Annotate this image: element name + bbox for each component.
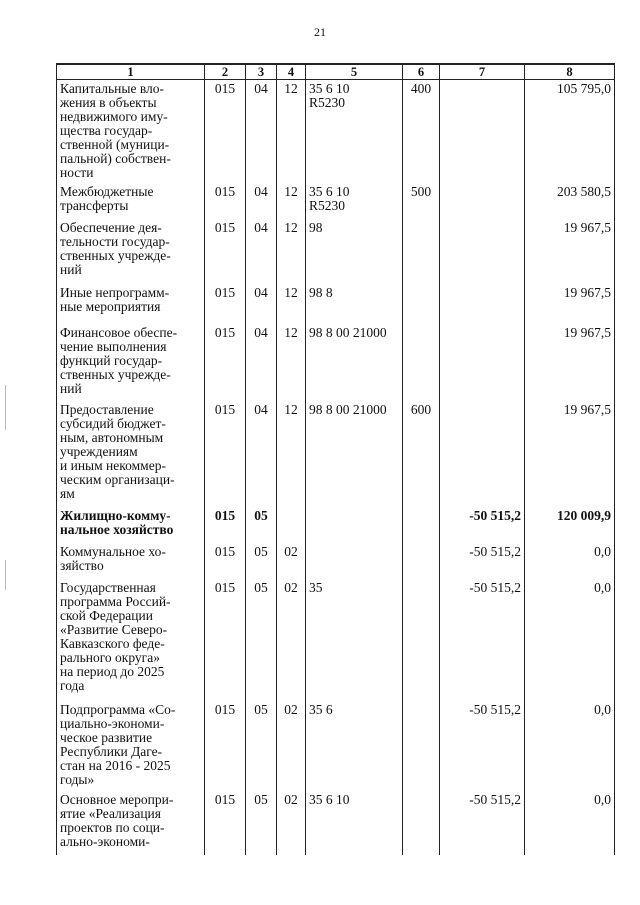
row-name: Подпрограмма «Со- циально-экономи- ческое развитие Республики Даге- стан на 2016 - 2025 годы» [57, 701, 205, 791]
row-section-code: 05 [246, 507, 277, 543]
row-change-amount: -50 515,2 [440, 791, 525, 855]
table-row [57, 791, 615, 855]
row-change-amount [440, 183, 525, 219]
row-name: Жилищно-комму- нальное хозяйство [57, 507, 205, 543]
row-change-amount [440, 80, 525, 183]
row-name: Иные непрограмм- ные мероприятия [57, 284, 205, 324]
row-total-amount: 120 009,9 [525, 507, 615, 543]
row-target-code: 35 6 10 R5230 [306, 80, 403, 183]
row-change-amount: -50 515,2 [440, 701, 525, 791]
table-row [57, 401, 615, 507]
row-name: Коммунальное хо- зяйство [57, 543, 205, 579]
row-target-code: 35 6 [306, 701, 403, 791]
row-ministry-code: 015 [205, 183, 246, 219]
row-name: Основное меропри- ятие «Реализация проектов по соци- ально-экономи- [57, 791, 205, 855]
row-subsection-code: 02 [277, 791, 306, 855]
row-expense-type [403, 543, 440, 579]
row-subsection-code: 12 [277, 183, 306, 219]
row-expense-type [403, 579, 440, 701]
row-target-code: 98 8 00 21000 [306, 324, 403, 401]
row-change-amount: -50 515,2 [440, 507, 525, 543]
table-row [57, 80, 615, 183]
table-row [57, 507, 615, 543]
table-row [57, 284, 615, 324]
row-target-code [306, 543, 403, 579]
row-total-amount: 19 967,5 [525, 219, 615, 284]
row-change-amount [440, 324, 525, 401]
column-header-1: 1 [57, 64, 205, 80]
row-expense-type: 400 [403, 80, 440, 183]
row-total-amount: 105 795,0 [525, 80, 615, 183]
row-expense-type: 600 [403, 401, 440, 507]
row-subsection-code: 12 [277, 324, 306, 401]
row-target-code: 98 8 [306, 284, 403, 324]
column-header-4: 4 [277, 64, 306, 80]
row-target-code: 98 [306, 219, 403, 284]
row-subsection-code: 02 [277, 579, 306, 701]
column-header-7: 7 [440, 64, 525, 80]
row-total-amount: 203 580,5 [525, 183, 615, 219]
row-subsection-code: 02 [277, 701, 306, 791]
row-expense-type [403, 701, 440, 791]
row-section-code: 05 [246, 579, 277, 701]
row-total-amount: 19 967,5 [525, 284, 615, 324]
row-name: Предоставление субсидий бюджет- ным, автономным учреждениям и иным некоммер- ческим организаци- ям [57, 401, 205, 507]
table-row [57, 701, 615, 791]
row-total-amount: 0,0 [525, 579, 615, 701]
row-change-amount: -50 515,2 [440, 579, 525, 701]
row-ministry-code: 015 [205, 543, 246, 579]
row-ministry-code: 015 [205, 324, 246, 401]
row-section-code: 05 [246, 701, 277, 791]
row-name: Государственная программа Россий- ской Федерации «Развитие Северо- Кавказского феде- рального округа» на период до 2025 года [57, 579, 205, 701]
row-target-code: 98 8 00 21000 [306, 401, 403, 507]
row-expense-type [403, 791, 440, 855]
column-header-2: 2 [205, 64, 246, 80]
row-section-code: 05 [246, 791, 277, 855]
table-body [57, 80, 615, 855]
row-name: Финансовое обеспе- чение выполнения функций государ- ственных учрежде- ний [57, 324, 205, 401]
column-header-3: 3 [246, 64, 277, 80]
column-header-5: 5 [306, 64, 403, 80]
row-ministry-code: 015 [205, 219, 246, 284]
budget-table [56, 63, 615, 855]
row-ministry-code: 015 [205, 791, 246, 855]
row-ministry-code: 015 [205, 401, 246, 507]
column-header-6: 6 [403, 64, 440, 80]
row-expense-type: 500 [403, 183, 440, 219]
row-name: Капитальные вло- жения в объекты недвижимого иму- щества государ- ственной (муници- пальной) собствен- ности [57, 80, 205, 183]
row-target-code [306, 507, 403, 543]
row-name: Межбюджетные трансферты [57, 183, 205, 219]
row-section-code: 04 [246, 80, 277, 183]
table-row [57, 183, 615, 219]
row-section-code: 04 [246, 284, 277, 324]
row-change-amount [440, 219, 525, 284]
row-subsection-code [277, 507, 306, 543]
table-row [57, 579, 615, 701]
row-section-code: 04 [246, 219, 277, 284]
row-change-amount [440, 401, 525, 507]
row-section-code: 04 [246, 183, 277, 219]
row-section-code: 04 [246, 401, 277, 507]
row-total-amount: 0,0 [525, 701, 615, 791]
row-ministry-code: 015 [205, 507, 246, 543]
scan-edge-mark [5, 560, 6, 590]
header-row [57, 64, 615, 80]
table-row [57, 543, 615, 579]
row-total-amount: 19 967,5 [525, 401, 615, 507]
row-total-amount: 19 967,5 [525, 324, 615, 401]
page-number: 21 [314, 25, 326, 39]
row-change-amount [440, 284, 525, 324]
row-section-code: 05 [246, 543, 277, 579]
row-subsection-code: 02 [277, 543, 306, 579]
row-section-code: 04 [246, 324, 277, 401]
row-total-amount: 0,0 [525, 543, 615, 579]
row-target-code: 35 [306, 579, 403, 701]
row-subsection-code: 12 [277, 284, 306, 324]
table-row [57, 324, 615, 401]
row-subsection-code: 12 [277, 219, 306, 284]
row-expense-type [403, 284, 440, 324]
row-expense-type [403, 507, 440, 543]
row-ministry-code: 015 [205, 284, 246, 324]
row-ministry-code: 015 [205, 80, 246, 183]
row-target-code: 35 6 10 [306, 791, 403, 855]
row-ministry-code: 015 [205, 579, 246, 701]
row-total-amount: 0,0 [525, 791, 615, 855]
row-expense-type [403, 219, 440, 284]
row-subsection-code: 12 [277, 401, 306, 507]
row-change-amount: -50 515,2 [440, 543, 525, 579]
row-subsection-code: 12 [277, 80, 306, 183]
row-target-code: 35 6 10 R5230 [306, 183, 403, 219]
column-header-8: 8 [525, 64, 615, 80]
scan-edge-mark [5, 385, 6, 430]
table-row [57, 219, 615, 284]
row-name: Обеспечение дея- тельности государ- ственных учрежде- ний [57, 219, 205, 284]
row-expense-type [403, 324, 440, 401]
row-ministry-code: 015 [205, 701, 246, 791]
